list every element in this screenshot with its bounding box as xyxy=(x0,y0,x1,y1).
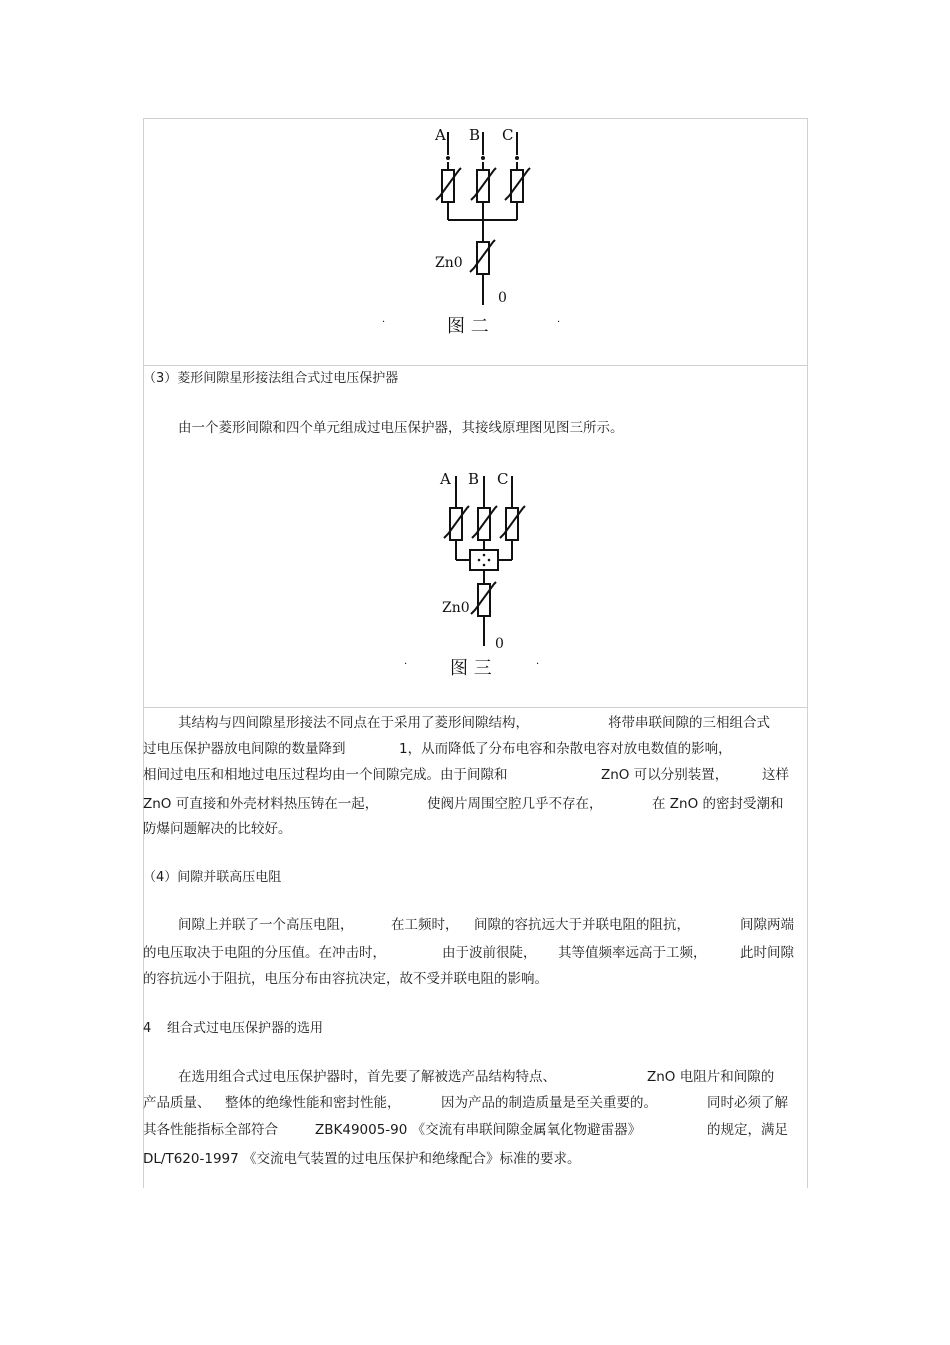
figure-3-diagram xyxy=(400,466,560,686)
figure-caption: 图 三 xyxy=(450,658,492,679)
text-segment: 整体的绝缘性能和密封性能， xyxy=(225,1095,401,1111)
ground-label: 0 xyxy=(495,636,504,652)
text-segment: 产品质量、 xyxy=(143,1095,211,1111)
chapter-number: 4 xyxy=(143,1021,152,1036)
text-segment: 间隙上并联了一个高压电阻， xyxy=(178,917,354,933)
divider-line xyxy=(143,707,807,708)
text-segment: 的规定，满足 xyxy=(707,1122,788,1138)
text-segment: 在 ZnO 的密封受潮和 xyxy=(652,796,784,812)
section-3-heading: （3）菱形间隙星形接法组合式过电压保护器 xyxy=(143,371,399,386)
text-segment: DL/T620-1997 《交流电气装置的过电压保护和绝缘配合》标准的要求。 xyxy=(143,1151,581,1167)
text-segment: 同时必须了解 xyxy=(707,1095,788,1111)
text-segment: 使阀片周围空腔几乎不存在， xyxy=(427,796,603,812)
stray-dot: · xyxy=(557,317,561,328)
text-segment: 这样 xyxy=(762,767,789,783)
figure-caption: 图 二 xyxy=(447,316,489,337)
text-segment: 1，从而降低了分布电容和杂散电容对放电数值的影响， xyxy=(399,741,732,757)
text-segment: 的容抗远小于阻抗，电压分布由容抗决定，故不受并联电阻的影响。 xyxy=(143,971,548,987)
zno-label: Zn0 xyxy=(435,255,463,271)
divider-line xyxy=(143,118,807,119)
figure-2-diagram xyxy=(380,122,580,342)
text-segment: ZnO 可以分别装置， xyxy=(601,767,729,783)
text-segment: 间隙的容抗远大于并联电阻的阻抗， xyxy=(474,917,690,933)
text-segment: 其结构与四间隙星形接法不同点在于采用了菱形间隙结构， xyxy=(178,715,529,731)
phase-label-a: A xyxy=(435,126,446,144)
text-segment: 相间过电压和相地过电压过程均由一个间隙完成。由于间隙和 xyxy=(143,767,508,783)
text-segment: ZnO 电阻片和间隙的 xyxy=(647,1069,775,1085)
divider-line xyxy=(143,365,807,366)
zno-label: Zn0 xyxy=(442,600,470,616)
chapter-4-heading: 组合式过电压保护器的选用 xyxy=(167,1021,324,1036)
text-segment: 过电压保护器放电间隙的数量降到 xyxy=(143,741,346,757)
section-3-intro: 由一个菱形间隙和四个单元组成过电压保护器，其接线原理图见图三所示。 xyxy=(178,420,624,436)
phase-label-b: B xyxy=(468,470,480,488)
phase-label-a: A xyxy=(440,470,451,488)
phase-label-c: C xyxy=(497,470,509,488)
text-segment: 在工频时， xyxy=(391,917,459,933)
text-segment: 在选用组合式过电压保护器时，首先要了解被选产品结构特点、 xyxy=(178,1069,556,1085)
text-segment: 将带串联间隙的三相组合式 xyxy=(608,715,770,731)
stray-dot: · xyxy=(536,659,540,670)
stray-dot: · xyxy=(404,659,408,670)
text-segment: 其等值频率远高于工频， xyxy=(558,945,707,961)
text-segment: 由于波前很陡， xyxy=(442,945,537,961)
text-segment: ZnO 可直接和外壳材料热压铸在一起， xyxy=(143,796,379,812)
phase-label-c: C xyxy=(502,126,514,144)
section-4-heading: （4）间隙并联高压电阻 xyxy=(143,870,282,885)
text-segment: 的电压取决于电阻的分压值。在冲击时， xyxy=(143,945,386,961)
ground-label: 0 xyxy=(498,290,507,306)
text-segment: 因为产品的制造质量是至关重要的。 xyxy=(441,1095,657,1111)
stray-dot: · xyxy=(382,317,386,328)
text-segment: ZBK49005-90 《交流有串联间隙金属氧化物避雷器》 xyxy=(315,1122,642,1138)
text-segment: 其各性能指标全部符合 xyxy=(143,1122,278,1138)
text-segment: 防爆问题解决的比较好。 xyxy=(143,821,292,837)
phase-label-b: B xyxy=(469,126,481,144)
text-segment: 间隙两端 xyxy=(740,917,794,933)
text-segment: 此时间隙 xyxy=(740,945,794,961)
